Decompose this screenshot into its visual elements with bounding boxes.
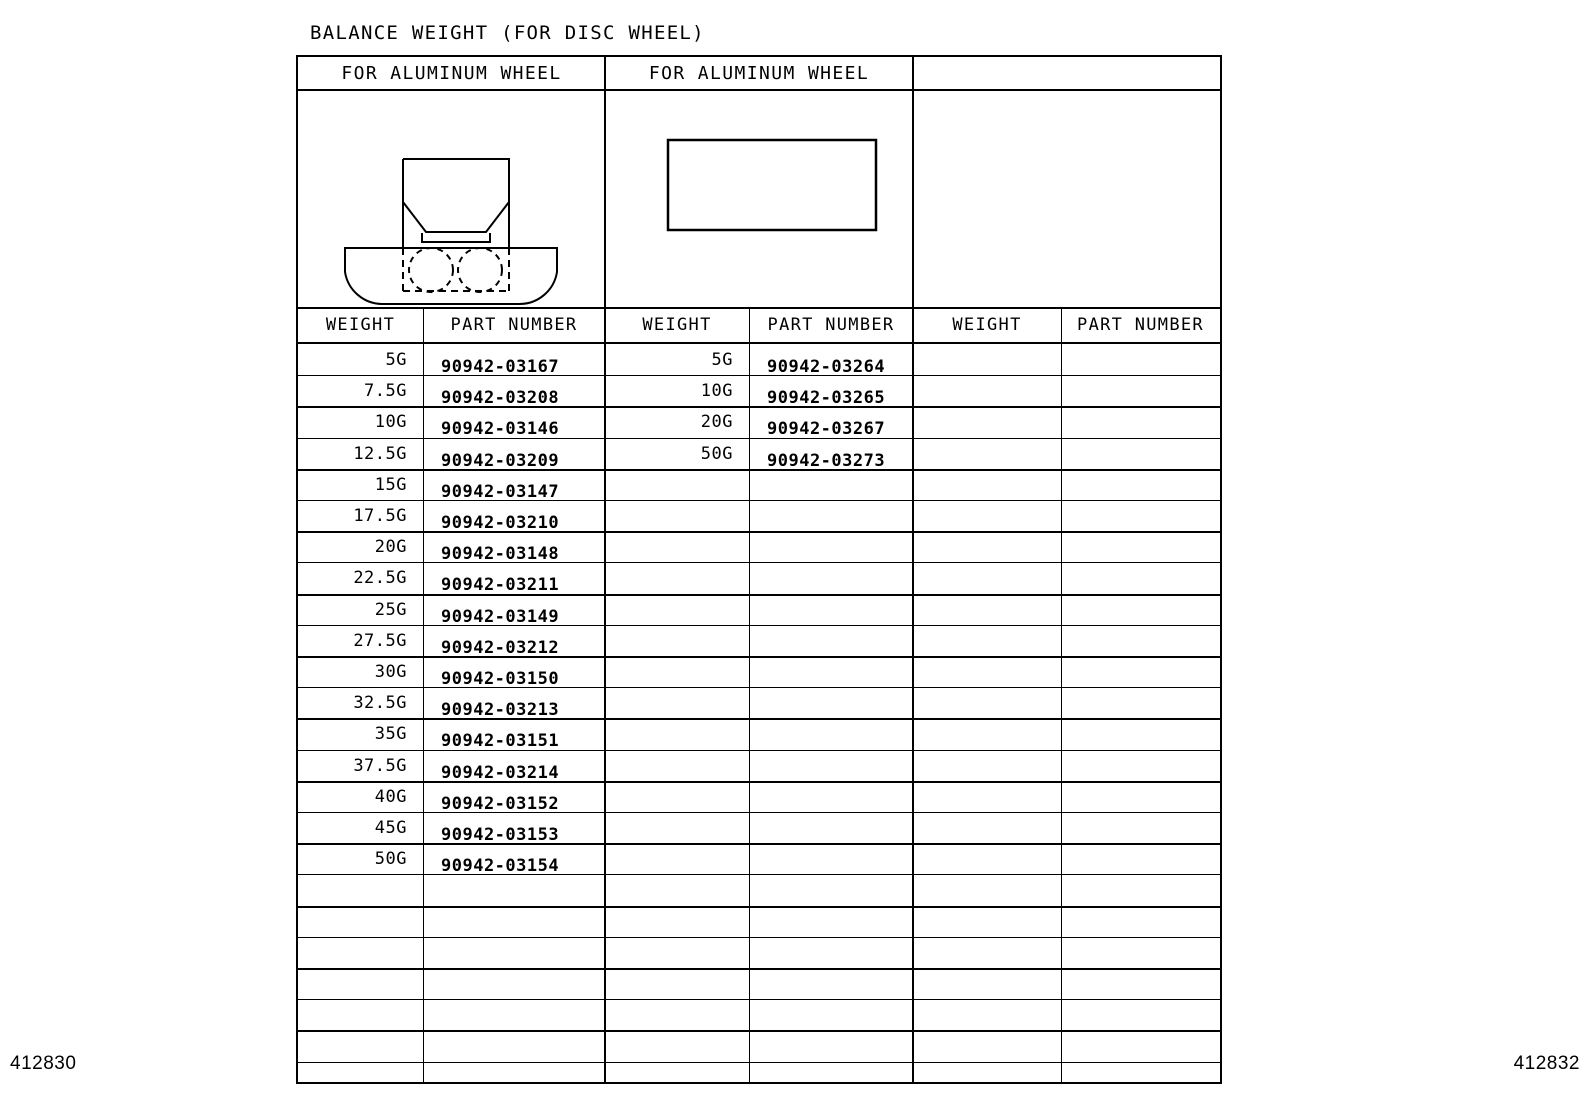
group-caption-3 (913, 57, 1220, 90)
cell-weight: 15G (374, 474, 407, 495)
cell-weight: 20G (700, 412, 733, 433)
adhesive-tape-balance-weight-drawing (605, 92, 913, 309)
cell-weight: 5G (711, 350, 733, 370)
cell-weight: 45G (374, 818, 407, 838)
column-header-weight-3: WEIGHT (952, 315, 1022, 335)
cell-weight: 32.5G (353, 693, 407, 714)
row-rule (298, 812, 1220, 813)
cell-part-number: 90942-03147 (441, 481, 560, 502)
balance-weight-table (296, 55, 1222, 1084)
cell-part-number: 90942-03208 (441, 388, 560, 409)
column-divider-group-3 (1061, 307, 1062, 1082)
row-rule (298, 687, 1220, 688)
cell-part-number: 90942-03211 (441, 575, 560, 596)
row-rule (298, 999, 1220, 1000)
row-rule (298, 469, 1220, 471)
reference-number-left: 412830 (10, 1053, 77, 1074)
column-divider-group-1 (423, 307, 424, 1082)
column-header-part-number-1: PART NUMBER (450, 315, 578, 335)
cell-part-number: 90942-03148 (441, 544, 560, 565)
cell-weight: 35G (374, 724, 407, 745)
row-rule (298, 906, 1220, 908)
row-rule (298, 656, 1220, 658)
column-header-part-number-2: PART NUMBER (767, 315, 895, 335)
cell-weight: 40G (374, 786, 407, 807)
illustration-clip-on-balance-weight (298, 92, 605, 309)
cell-part-number: 90942-03151 (441, 731, 560, 752)
row-rule (298, 750, 1220, 751)
row-rule (298, 874, 1220, 875)
cell-part-number: 90942-03153 (441, 825, 560, 845)
row-rule (298, 968, 1220, 970)
cell-part-number: 90942-03264 (767, 357, 886, 377)
cell-part-number: 90942-03150 (441, 669, 560, 689)
cell-part-number: 90942-03210 (441, 513, 560, 533)
header-band-rule (298, 342, 1220, 344)
cell-part-number: 90942-03265 (767, 388, 886, 409)
cell-part-number: 90942-03149 (441, 606, 560, 627)
cell-weight: 17.5G (353, 506, 407, 526)
row-rule (298, 843, 1220, 845)
cell-part-number: 90942-03146 (441, 419, 560, 440)
row-rule (298, 1030, 1220, 1032)
column-divider-group-2 (749, 307, 750, 1082)
cell-part-number: 90942-03154 (441, 856, 560, 877)
cell-part-number: 90942-03273 (767, 450, 886, 471)
cell-part-number: 90942-03212 (441, 637, 560, 658)
cell-weight: 50G (700, 443, 733, 464)
column-header-weight-2: WEIGHT (642, 315, 712, 335)
cell-weight: 30G (374, 662, 407, 682)
column-header-part-number-3: PART NUMBER (1077, 315, 1204, 335)
group-caption-2: FOR ALUMINUM WHEEL (648, 63, 870, 84)
cell-part-number: 90942-03209 (441, 450, 560, 471)
reference-number-right: 412832 (1513, 1053, 1580, 1074)
row-rule (298, 1062, 1220, 1063)
cell-weight: 7.5G (364, 381, 407, 402)
cell-part-number: 90942-03214 (441, 762, 560, 783)
row-rule (298, 781, 1220, 783)
row-rule (298, 375, 1220, 376)
cell-weight: 10G (374, 412, 407, 433)
cell-part-number: 90942-03267 (767, 419, 886, 440)
cell-weight: 25G (374, 599, 407, 620)
row-rule (298, 562, 1220, 563)
cell-weight: 27.5G (353, 630, 407, 651)
row-rule (298, 406, 1220, 408)
row-rule (298, 937, 1220, 938)
clip-on-balance-weight-drawing (298, 92, 605, 309)
row-rule (298, 531, 1220, 533)
cell-part-number: 90942-03213 (441, 700, 560, 721)
row-rule (298, 625, 1220, 626)
page-title: BALANCE WEIGHT (FOR DISC WHEEL) (310, 22, 705, 44)
cell-weight: 20G (374, 537, 407, 558)
cell-weight: 5G (385, 350, 407, 370)
cell-weight: 50G (374, 849, 407, 870)
cell-weight: 37.5G (353, 755, 407, 776)
group-caption-1: FOR ALUMINUM WHEEL (341, 63, 562, 84)
illustration-adhesive-tape-balance-weight (605, 92, 913, 309)
row-rule (298, 438, 1220, 439)
column-header-weight-1: WEIGHT (325, 315, 396, 335)
cell-part-number: 90942-03167 (441, 357, 560, 377)
cell-part-number: 90942-03152 (441, 793, 560, 814)
cell-weight: 10G (700, 381, 733, 402)
cell-weight: 12.5G (353, 443, 407, 464)
cell-weight: 22.5G (353, 568, 407, 589)
row-rule (298, 594, 1220, 596)
row-rule (298, 718, 1220, 720)
row-rule (298, 500, 1220, 501)
